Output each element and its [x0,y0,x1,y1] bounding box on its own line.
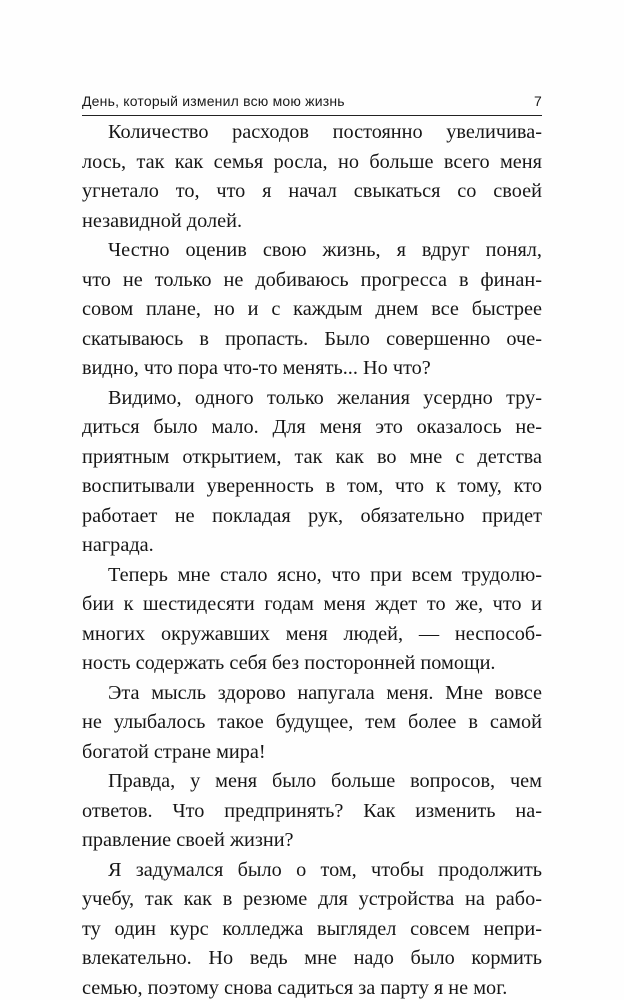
text-line: Правда, у меня было больше вопросов, чем [82,767,542,797]
text-line: не улыбалось такое будущее, тем более в самой [82,708,542,738]
paragraph [82,679,542,768]
text-line: что не только не добиваюсь прогресса в финан- [82,266,542,296]
text-line: многих окружавших меня людей, — неспособ- [82,620,542,650]
header-rule [82,115,542,116]
text-line: видно, что пора что-то менять... Но что? [82,354,542,384]
paragraph [82,384,542,561]
text-line: приятным открытием, так как во мне с детства [82,443,542,473]
text-line: совом плане, но и с каждым днем все быстрее [82,295,542,325]
text-line: ту один курс колледжа выглядел совсем непри- [82,915,542,945]
text-line: воспитывали уверенность в том, что к тому, кто [82,472,542,502]
text-line: диться было мало. Для меня это оказалось не- [82,413,542,443]
text-line: влекательно. Но ведь мне надо было кормить [82,944,542,974]
text-line: богатой стране мира! [82,738,542,768]
text-line: бии к шестидесяти годам меня ждет то же, что и [82,590,542,620]
text-line: учебу, так как в резюме для устройства на рабо- [82,885,542,915]
text-line: Видимо, одного только желания усердно тру- [82,384,542,414]
body-text [82,118,542,1003]
text-line: ность содержать себя без посторонней помощи. [82,649,542,679]
paragraph [82,561,542,679]
text-line: Количество расходов постоянно увеличива- [82,118,542,148]
text-line: награда. [82,531,542,561]
text-line: Теперь мне стало ясно, что при всем трудолю- [82,561,542,591]
text-line: лось, так как семья росла, но больше всего меня [82,148,542,178]
text-line: скатываюсь в пропасть. Было совершенно оче- [82,325,542,355]
paragraph [82,118,542,236]
text-line: незавидной долей. [82,207,542,237]
text-line: работает не покладая рук, обязательно придет [82,502,542,532]
paragraph [82,767,542,856]
text-line: угнетало то, что я начал свыкаться со своей [82,177,542,207]
text-line: Эта мысль здорово напугала меня. Мне вовсе [82,679,542,709]
text-line: ответов. Что предпринять? Как изменить на- [82,797,542,827]
text-line: семью, поэтому снова садиться за парту я не мог. [82,974,542,1003]
chapter-title: День, который изменил всю мою жизнь [82,93,345,109]
paragraph [82,856,542,1003]
text-line: правление своей жизни? [82,826,542,856]
running-header [82,93,542,115]
page-number: 7 [534,93,542,109]
text-line: Честно оценив свою жизнь, я вдруг понял, [82,236,542,266]
text-line: Я задумался было о том, чтобы продолжить [82,856,542,886]
paragraph [82,236,542,384]
